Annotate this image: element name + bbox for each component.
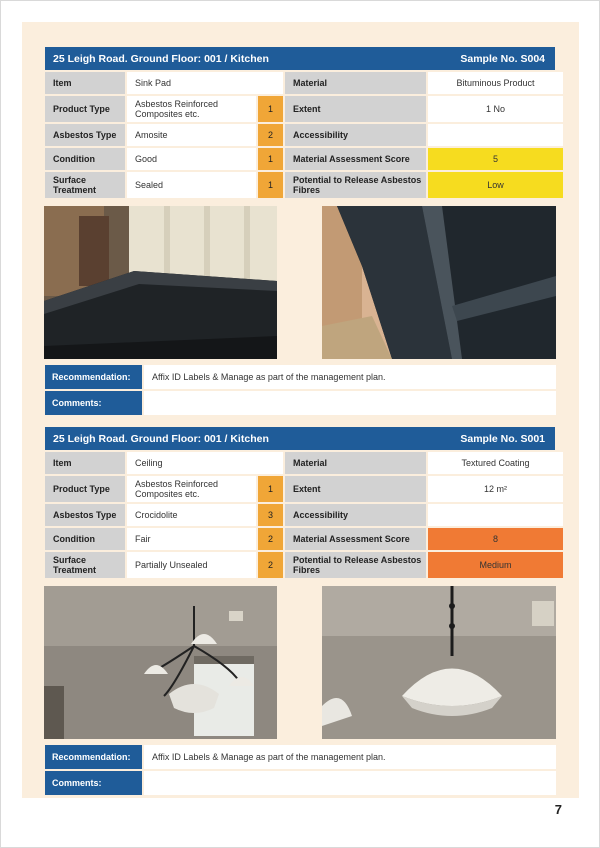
recommendation-value: Affix ID Labels & Manage as part of the management plan.: [144, 745, 556, 769]
product-type-value: Asbestos Reinforced Composites etc.: [127, 96, 256, 122]
sample-location-title: 25 Leigh Road. Ground Floor: 001 / Kitchen: [53, 52, 269, 65]
asbestos-type-value: Amosite: [127, 124, 256, 146]
product-type-label: Product Type: [45, 96, 125, 122]
surface-treatment-score: 2: [258, 552, 283, 578]
surface-treatment-score: 1: [258, 172, 283, 198]
recommendation-table: [45, 745, 555, 795]
asbestos-type-score: 3: [258, 504, 283, 526]
recommendation-table: [45, 365, 555, 415]
extent-label: Extent: [285, 96, 426, 122]
sample-title-bar: [45, 47, 555, 70]
item-label: Item: [45, 72, 125, 94]
comments-label: Comments:: [45, 391, 142, 415]
material-assessment-score-label: Material Assessment Score: [285, 528, 426, 550]
potential-release-label: Potential to Release Asbestos Fibres: [285, 552, 426, 578]
accessibility-value: [428, 504, 563, 526]
sample-location-title: 25 Leigh Road. Ground Floor: 001 / Kitchen: [53, 432, 269, 445]
ceiling-chandelier-photo-1: [44, 586, 277, 739]
condition-score: 2: [258, 528, 283, 550]
material-label: Material: [285, 452, 426, 474]
sample-photos: [45, 206, 555, 359]
recommendation-value: Affix ID Labels & Manage as part of the management plan.: [144, 365, 556, 389]
sample-number: Sample No. S001: [460, 432, 545, 445]
condition-label: Condition: [45, 148, 125, 170]
product-type-label: Product Type: [45, 476, 125, 502]
surface-treatment-label: Surface Treatment: [45, 552, 125, 578]
condition-label: Condition: [45, 528, 125, 550]
item-label: Item: [45, 452, 125, 474]
sink-pad-photo-1: [44, 206, 277, 359]
comments-label: Comments:: [45, 771, 142, 795]
product-type-score: 1: [258, 476, 283, 502]
asbestos-type-value: Crocidolite: [127, 504, 256, 526]
sample-sheet-s004: [45, 47, 555, 415]
potential-release-value: Medium: [428, 552, 563, 578]
item-value: Ceiling: [127, 452, 283, 474]
material-assessment-score-value: 8: [428, 528, 563, 550]
material-value: Bituminous Product: [428, 72, 563, 94]
condition-value: Good: [127, 148, 256, 170]
condition-value: Fair: [127, 528, 256, 550]
comments-value: [144, 391, 556, 415]
sample-details-table: [45, 72, 555, 198]
page-number: 7: [554, 802, 562, 817]
accessibility-label: Accessibility: [285, 124, 426, 146]
potential-release-value: Low: [428, 172, 563, 198]
extent-value: 1 No: [428, 96, 563, 122]
extent-value: 12 m²: [428, 476, 563, 502]
accessibility-label: Accessibility: [285, 504, 426, 526]
potential-release-label: Potential to Release Asbestos Fibres: [285, 172, 426, 198]
asbestos-type-label: Asbestos Type: [45, 504, 125, 526]
material-assessment-score-label: Material Assessment Score: [285, 148, 426, 170]
surface-treatment-value: Partially Unsealed: [127, 552, 256, 578]
sample-details-table: [45, 452, 555, 578]
product-type-score: 1: [258, 96, 283, 122]
sample-number: Sample No. S004: [460, 52, 545, 65]
surface-treatment-label: Surface Treatment: [45, 172, 125, 198]
recommendation-label: Recommendation:: [45, 365, 142, 389]
material-value: Textured Coating: [428, 452, 563, 474]
sink-pad-photo-2: [322, 206, 556, 359]
comments-value: [144, 771, 556, 795]
accessibility-value: [428, 124, 563, 146]
extent-label: Extent: [285, 476, 426, 502]
sample-photos: [45, 586, 555, 739]
item-value: Sink Pad: [127, 72, 283, 94]
surface-treatment-value: Sealed: [127, 172, 256, 198]
recommendation-label: Recommendation:: [45, 745, 142, 769]
asbestos-type-label: Asbestos Type: [45, 124, 125, 146]
condition-score: 1: [258, 148, 283, 170]
sample-sheet-s001: [45, 427, 555, 795]
material-label: Material: [285, 72, 426, 94]
product-type-value: Asbestos Reinforced Composites etc.: [127, 476, 256, 502]
sample-title-bar: [45, 427, 555, 450]
asbestos-type-score: 2: [258, 124, 283, 146]
ceiling-chandelier-photo-2: [322, 586, 556, 739]
material-assessment-score-value: 5: [428, 148, 563, 170]
